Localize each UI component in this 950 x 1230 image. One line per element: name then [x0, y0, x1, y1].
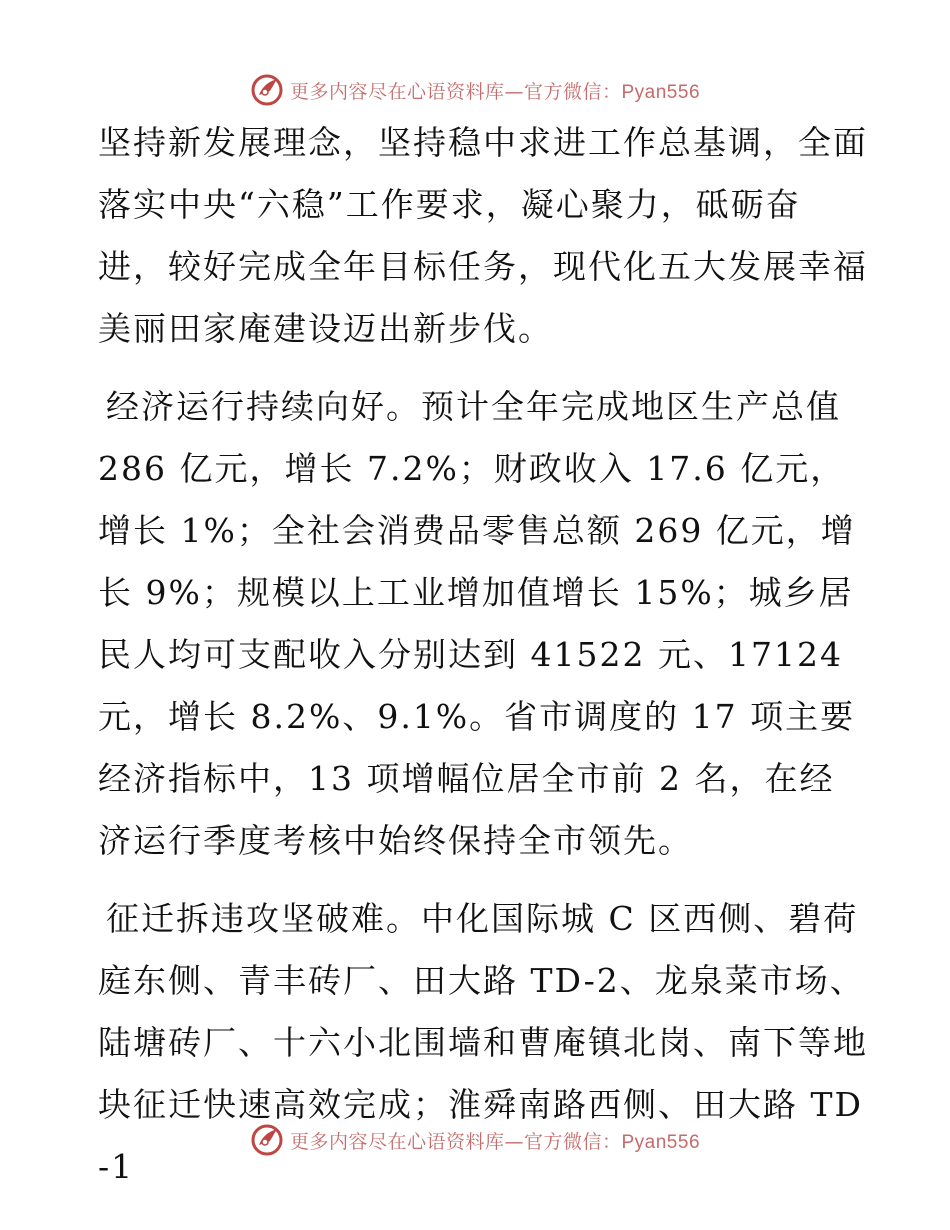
footer-watermark	[0, 1120, 950, 1160]
watermark-text: 更多内容尽在心语资料库—官方微信：Pyan556	[289, 80, 701, 103]
watermark-logo-icon	[250, 73, 284, 107]
watermark-text: 更多内容尽在心语资料库—官方微信：Pyan556	[289, 1130, 701, 1153]
watermark-id: Pyan556	[621, 81, 701, 103]
paragraph-economy: 经济运行持续向好。预计全年完成地区生产总值 286 亿元，增长 7.2%；财政收入 17.6 亿元，增长 1%；全社会消费品零售总额 269 亿元，增长 9%；规模以上工业增加值增长 15%；城乡居民人均可支配收入分别达到 41522 元、17124 元，增长 8.2%、9.1%。省市调度的 17 项主要经济指标中，13 项增幅位居全市前 2 名，在经济运行季度考核中始终保持全市领先。	[98, 387, 856, 860]
watermark-id: Pyan556	[621, 1131, 701, 1153]
watermark-logo-icon	[250, 1123, 284, 1157]
paragraph-demolition: 征迁拆违攻坚破难。中化国际城 C 区西侧、碧荷庭东侧、青丰砖厂、田大路 TD-2、龙泉菜市场、陆塘砖厂、十六小北围墙和曹庵镇北岗、南下等地块征迁快速高效完成；淮舜南路西侧、田大路 TD-1	[98, 899, 868, 1186]
header-watermark	[0, 70, 950, 110]
paragraph-intro: 坚持新发展理念，坚持稳中求进工作总基调，全面落实中央“六稳”工作要求，凝心聚力，砥砺奋进，较好完成全年目标任务，现代化五大发展幸福美丽田家庵建设迈出新步伐。	[98, 123, 868, 348]
document-body	[98, 112, 868, 1214]
